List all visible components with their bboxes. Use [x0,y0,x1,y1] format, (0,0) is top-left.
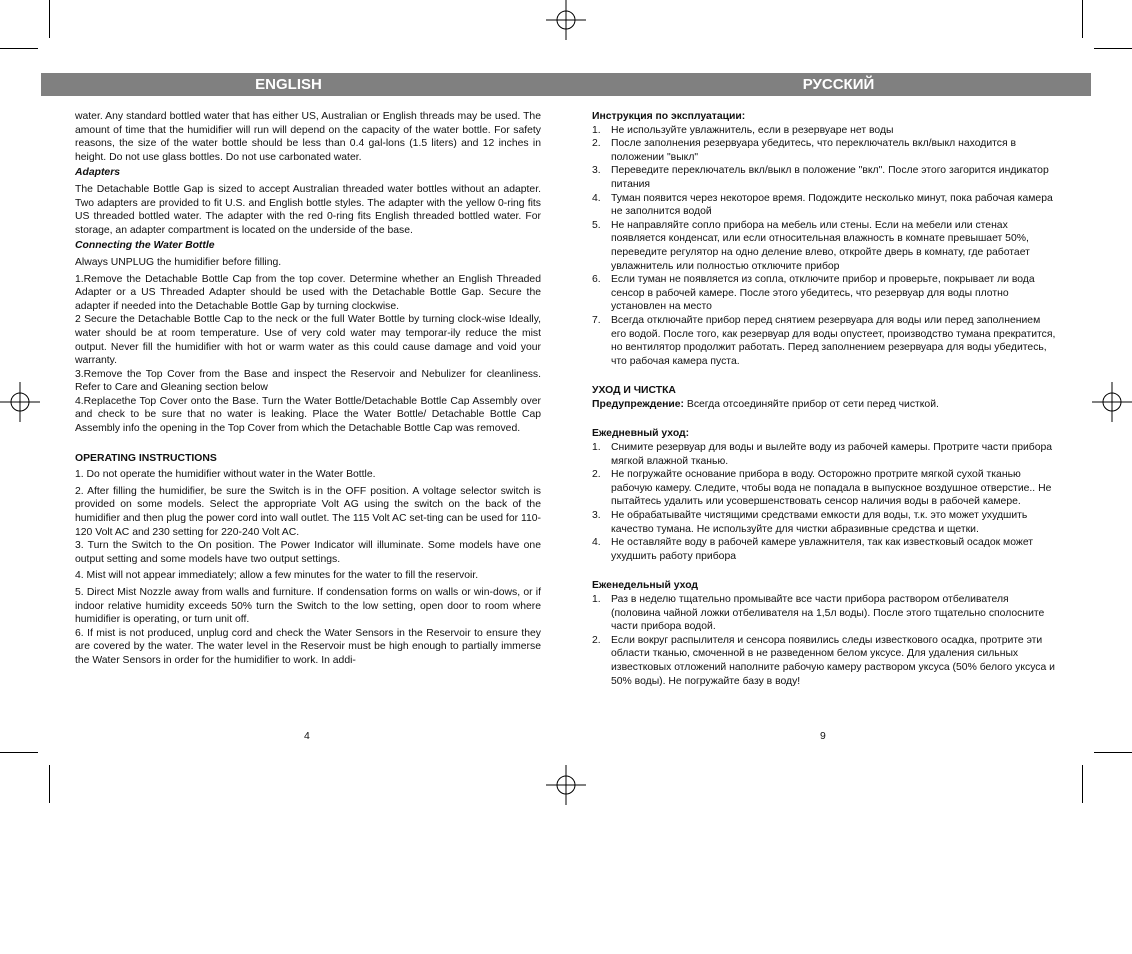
english-intro-paragraph: water. Any standard bottled water that has either US, Australian or English threads may be used. The amount of time that the humidifier will run will depend on the capacity of the water bottle. For safety reasons, the size of the water bottle should be less than 0.4 gal-lons (1.5 liters) and 12 inches in height. Do not use glass bottles. Do not use carbonated water. [75,111,541,163]
care-heading: УХОД И ЧИСТКА [592,385,676,397]
list-item: 2. Если вокруг распылителя и сенсора появились следы известкового осадка, протрите эти области тканью, смоченной в не разведенном белом уксусе. Для удаления сильных известковых отложений наполните рабочую камеру раствором уксуса (50% белого уксуса и 50% воды). Не погружайте базу в воду! [592,634,1055,687]
crop-mark [49,0,50,38]
operating-step: 1. Do not operate the humidifier without water in the Water Bottle. [75,469,376,481]
english-column [75,110,541,668]
connecting-step: 4.Replacethe Top Cover onto the Base. Turn the Water Bottle/Detachable Bottle Cap Assembly over and check to be sure that no water is leaking. Place the Water Bottle/ Detachable Bottle Cap Assembly info the opening in the Top Cover from which the Detachable Bottle Cap was removed. [75,395,541,435]
crop-mark [1082,0,1083,38]
registration-mark-icon [546,0,586,40]
list-item: 1. Раз в неделю тщательно промывайте все части прибора раствором отбеливателя (половина чайной ложки отбеливателя на 1,5л воды). После этого тщательно сполосните части прибора водой. [592,594,1045,633]
english-section-title: ENGLISH [255,76,322,93]
crop-mark [0,752,38,753]
registration-mark-icon [1092,382,1132,422]
list-item: 2. После заполнения резервуара убедитесь, что переключатель вкл/выкл находится в положении "выкл" [592,138,1017,163]
operating-step: 4. Mist will not appear immediately; allow a few minutes for the water to fill the reservoir. [75,570,479,582]
weekly-care-heading: Еженедельный уход [592,580,699,592]
list-item: 6. Если туман не появляется из сопла, отключите прибор и проверьте, покрывает ли вода сенсор в рабочей камере. После этого убедитесь, что резервуар для воды плотно установлен на место [592,274,1035,313]
instructions-list [592,124,1057,369]
operating-step: 3. Turn the Switch to the On position. The Power Indicator will illuminate. Some models have one output setting and some models have two output settings. [75,540,541,565]
list-item: 3. Переведите переключатель вкл/выкл в положение "вкл". После этого загорится индикатор питания [592,165,1049,190]
daily-care-list [592,441,1057,563]
list-item: 2. Не погружайте основание прибора в воду. Осторожно протрите мягкой сухой тканью рабочую камеру. Следите, чтобы вода не попадала в выпускное воздушное отверстие.. Не пытайтесь удалить или усовершенствовать сенсор наличия воды в рабочей камере. [592,469,1052,508]
crop-mark [0,48,38,49]
list-item: 3. Не обрабатывайте чистящими средствами емкости для воды, т.к. это может ухудшить качество тумана. Не используйте для чистки абразивные средства и щетки. [592,510,1028,535]
language-header-bar [41,73,1091,96]
daily-care-heading: Ежедневный уход: [592,428,690,440]
crop-mark [1094,752,1132,753]
connecting-step: 2 Secure the Detachable Bottle Cap to the neck or the full Water Bottle by turning clock-wise Ideally, water should be at room temperature. Use of very cold water may temporar-ily reduce the mist output. Never fill the humidifier with hot or warm water as this could cause damage and void your warranty. [75,314,541,367]
connecting-step: Always UNPLUG the humidifier before filling. [75,256,282,268]
list-item: 4. Не оставляйте воду в рабочей камере увлажнителя, так как известковый осадок может ухудшить работу прибора [592,537,1034,562]
list-item: 4. Туман появится через некоторое время. Подождите несколько минут, пока рабочая камера не заполнится водой [592,192,1053,218]
list-item: 5. Не направляйте сопло прибора на мебель или стены. Если на мебели или стенах появляется конденсат, или если относительная влажность в комнате превышает 50%, переведите регулятор на одно деление влево, откройте дверь в комнату, где работает увлажнитель или полностью отключите прибор [592,219,1030,272]
registration-mark-icon [0,382,40,422]
connecting-bottle-heading: Connecting the Water Bottle [75,240,215,252]
russian-page-number: 9 [820,731,826,742]
list-item: 1. Снимите резервуар для воды и вылейте воду из рабочей камеры. Протрите части прибора мягкой влажной тканью. [592,442,1053,467]
weekly-care-list [592,593,1057,688]
crop-mark [1094,48,1132,49]
connecting-step: 3.Remove the Top Cover from the Base and inspect the Reservoir and Nebulizer for cleanliness. Refer to Care and Gleaning section below [75,368,541,394]
operating-instructions-heading: OPERATING INSTRUCTIONS [75,452,217,464]
crop-mark [1082,765,1083,803]
operating-step: 2. After filling the humidifier, be sure the Switch is in the OFF position. A voltage selector switch is provided on some models. Select the appropriate Volt AG using the switch on the back of the humidifier and then plug the power cord into wall outlet. The 115 Volt AC set-ting can be used for 110-120 Volt AC and 230 setting for 220-240 Volt AC. [75,485,541,538]
adapters-paragraph: The Detachable Bottle Gap is sized to accept Australian threaded water bottles without an adapter. Two adapters are provided to fit U.S. and English bottle styles. The adapter with the yellow 0-ring fits US threaded bottled water. The adapter with the red 0-ring fits English threaded bottled water. For storage, an adapter compartment is located on the underside of the base. [75,183,541,236]
instructions-heading: Инструкция по эксплуатации: [592,111,746,122]
operating-step: 6. If mist is not produced, unplug cord and check the Water Sensors in the Reservoir to ensure they are covered by the water. The water level in the Reservoir must be high enough to partially immerse the Water Sensors in order for the humidifier to work. In addi- [75,627,541,666]
russian-column [592,110,1057,688]
operating-step: 5. Direct Mist Nozzle away from walls and furniture. If condensation forms on walls or win-dows, or if indoor relative humidity exceeds 50% turn the Switch to the low setting, open door to room where humidifier is operating, or turn unit off. [75,587,541,626]
connecting-step: 1.Remove the Detachable Bottle Cap from the top cover. Determine whether an English Threaded Adapter or a US Threaded Adapter should be used with the Detachable Bottle Gap. Secure the adapter if needed into the Detachable Bottle Gap by turning clockwise. [75,273,541,312]
warning-text: Всегда отсоединяйте прибор от сети перед чисткой. [684,398,939,410]
crop-mark [49,765,50,803]
list-item: 7. Всегда отключайте прибор перед снятием резервуара для воды или перед заполнением его водой. После того, как резервуар для воды опустеет, производство тумана прекратится, но вентилятор продолжит работать. Перед заполнением резервуара для воды убедитесь, что рабочая камера пуста. [592,314,1056,367]
english-page-number: 4 [304,731,310,742]
warning-label: Предупреждение: [592,398,685,410]
list-item: 1. Не используйте увлажнитель, если в резервуаре нет воды [592,124,894,136]
warning-line [592,398,1057,412]
registration-mark-icon [546,765,586,805]
adapters-heading: Adapters [75,167,121,179]
russian-section-title: РУССКИЙ [802,76,875,93]
